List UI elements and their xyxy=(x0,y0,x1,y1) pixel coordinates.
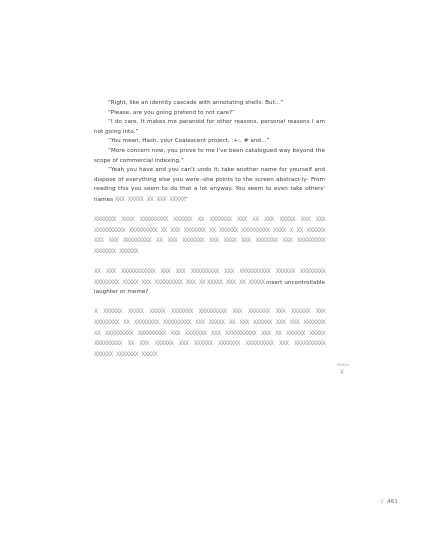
dialogue-line-2: “Please, are you going pretend to not care?” xyxy=(108,109,235,116)
redacted-paragraph-1 xyxy=(94,215,325,257)
dialogue-line-3: “I do care. It makes me paranoid for other reasons, personal reasons I am not going into.” xyxy=(94,119,325,135)
dialogue-line-1: “Right, like an identity cascade with annotating shells. But...” xyxy=(108,100,284,106)
folio-slash: / xyxy=(381,499,384,505)
dialogue-line-4: “You mean, Hash, your Coalescent project, :+:, # and...” xyxy=(108,138,270,145)
redacted-text-3: X XXXXXX XXXXX XXXXX XXXXXXX XXXXXXXXX XXX XXXXXXX XXX XXXXXX XXX XXXXXXXX XX XXXXXXXX XXXXXXXXX XXX XXXXX XX XXX XXXXXX XXX XXX XXXXXXX XX XXXXXXXXX XXXXXXXXX XXX XXXXXXX XXX XXXXXXXXXX XXX XX XXXXXX XXXXX XXXXXXXXX XX XXX XXXXXX XXX XXXXXX XXXXXXX XXXXXXXXX XXX XXXXXXXXXX XXXXXX XXXXXXX XXXXX xyxy=(94,308,325,358)
folio xyxy=(381,499,398,505)
page-number: 461 xyxy=(387,499,399,505)
margin-note: XXXXX xyxy=(336,363,350,367)
insert-note: insert uncontrollable laughter or meme? xyxy=(94,279,326,296)
redacted-paragraph-3 xyxy=(94,307,325,360)
redacted-text-2: XX XXX XXXXXXXXXXX XXX XXX XXXXXXXXX XXX XXXXXXXXXX XXXXXX XXXXXXXX XXXXXXXX XXXXX XXX XXXXXXXXX XXX XX xyxy=(94,268,325,286)
redacted-names: XXX XXXXX XX XXX XXXXX xyxy=(114,195,185,203)
closing-quote: ” xyxy=(184,196,188,203)
redacted-text-2-end: XXXXX XXX XX XXXXX xyxy=(206,278,265,286)
redacted-paragraph-2 xyxy=(94,267,325,298)
body-text xyxy=(94,99,325,360)
margin-mark: X xyxy=(340,369,344,376)
dialogue-line-5: “More concern now, you prove to me I've been catalogued way beyond the scope of commercial indexing.” xyxy=(94,147,325,164)
dialogue-line-6-text: “Yeah you have and you can't undo it; take another name for yourself and dispose of everything else you were.-she points to the screen abstract-ly- From reading this you seem to do that a lot anyway. You seem to even take others' names xyxy=(94,167,325,203)
redacted-text-1: XXXXXXX XXXX XXXXXXXXX XXXXXX XX XXXXXXX XXX XX XXX XXXXX XXX XXX XXXXXXXXXX XXXXXXXXX XX XXX XXXXXXX XX XXXXXX XXXXXXXXX XXXX X XX XXXXXX XXX XXX XXXXXXXXX XX XXX XXXXXXX XXX XXXX XXX XXXXXXX XXX XXXXXXXXX XXXXXXX XXXXXX xyxy=(94,216,325,255)
dialogue-line-6 xyxy=(94,166,325,205)
